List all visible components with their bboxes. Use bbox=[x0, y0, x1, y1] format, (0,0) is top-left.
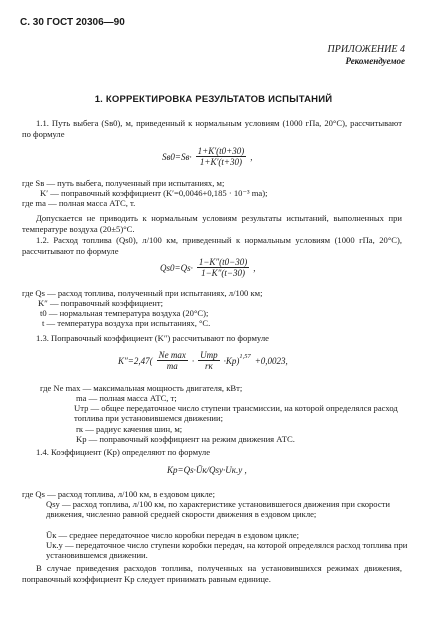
formula-1-numerator: 1+K′(t0+30) bbox=[197, 146, 245, 156]
definition-symbol: t bbox=[42, 318, 45, 328]
definition-symbol: где Qs bbox=[22, 489, 45, 499]
definition-item bbox=[74, 403, 412, 424]
definition-symbol: Qsу bbox=[46, 499, 60, 509]
formula-3-numerator-2: Uтр bbox=[200, 350, 218, 360]
definition-symbol: Uк.у bbox=[46, 540, 63, 550]
definition-text: — радиус качения шин, м; bbox=[85, 424, 183, 434]
definition-text: — передаточное число ступени коробки передач, на которой определялся расход топлива при установившемся движении. bbox=[46, 540, 408, 561]
definition-text: — поправочный коэффициент на режим движения АТС. bbox=[88, 434, 295, 444]
definition-item bbox=[38, 298, 418, 308]
definition-text: — общее передаточное число ступени трансмиссии, на которой определялся расход топлива при установившемся движении; bbox=[74, 403, 398, 424]
definition-text: — максимальная мощность двигателя, кВт; bbox=[82, 383, 243, 393]
formula-3-denominator-2: rк bbox=[204, 361, 213, 371]
running-head: С. 30 ГОСТ 20306—90 bbox=[20, 17, 125, 28]
formula-2-fraction bbox=[197, 257, 249, 278]
formula-3-numerator-1: Ne max bbox=[158, 350, 186, 360]
definition-text: — полная масса АТС, т. bbox=[48, 198, 136, 208]
formula-1-fraction bbox=[196, 146, 247, 167]
definition-item bbox=[22, 198, 412, 208]
definition-text: — температура воздуха при испытаниях, °С. bbox=[46, 318, 211, 328]
paragraph-1-4: 1.4. Коэффициент (Kр) определяют по формуле bbox=[36, 447, 211, 457]
formula-3-dot: · bbox=[191, 356, 195, 367]
definition-text: — поправочный коэффициент (K′=0,0046+0,185 · 10⁻³ mа); bbox=[50, 188, 268, 198]
definition-item bbox=[76, 434, 416, 444]
formula-3-fraction-2 bbox=[198, 350, 220, 371]
definition-item bbox=[46, 530, 412, 540]
formula-3-left: K″=2,47( bbox=[118, 356, 153, 367]
definition-item bbox=[42, 318, 422, 328]
formula-3-kp: ·Kр) bbox=[223, 356, 240, 367]
formula-2 bbox=[160, 257, 255, 278]
paragraph-1-3: 1.3. Поправочный коэффициент (K″) рассчитывают по формуле bbox=[36, 333, 269, 343]
definition-text: — путь выбега, полученный при испытаниях, м; bbox=[46, 178, 225, 188]
paragraph-note: Допускается не приводить к нормальным условиям результаты испытаний, выполненных при температуре воздуха (20±5)°С. bbox=[22, 213, 402, 234]
definition-item bbox=[46, 499, 412, 520]
definition-symbol: t0 bbox=[40, 308, 47, 318]
definition-item bbox=[40, 308, 420, 318]
definition-symbol: где Qs bbox=[22, 288, 45, 298]
formula-2-numerator: 1−K″(t0−30) bbox=[198, 257, 248, 267]
definition-item bbox=[76, 424, 416, 434]
definition-symbol: Uтр bbox=[74, 403, 89, 413]
definition-symbol: где Sв bbox=[22, 178, 45, 188]
definition-symbol: K″ bbox=[38, 298, 48, 308]
definition-text: — среднее передаточное число коробки передач в ездовом цикле; bbox=[58, 530, 299, 540]
definition-text: — поправочный коэффициент; bbox=[49, 298, 164, 308]
definition-symbol: rк bbox=[76, 424, 84, 434]
definition-symbol: mа bbox=[76, 393, 87, 403]
definition-text: — нормальная температура воздуха (20°С); bbox=[48, 308, 209, 318]
definition-item bbox=[40, 188, 420, 198]
definition-item bbox=[22, 178, 412, 188]
definition-item bbox=[46, 540, 412, 561]
formula-1 bbox=[162, 146, 253, 167]
definition-symbol: где Ne max bbox=[40, 383, 81, 393]
definition-text: — полная масса АТС, т; bbox=[88, 393, 177, 403]
formula-4: Kр=Qs·Ūк/Qsу·Uк.у , bbox=[167, 465, 247, 475]
definition-item bbox=[22, 489, 412, 499]
definition-symbol: Kр bbox=[76, 434, 87, 444]
definition-symbol: где mа bbox=[22, 198, 46, 208]
formula-3-exponent: 1,57 bbox=[239, 352, 251, 360]
formula-1-tail: , bbox=[250, 152, 253, 163]
formula-1-left: Sв0=Sв· bbox=[162, 152, 192, 163]
definition-text: — расход топлива, л/100 км, в ездовом цикле; bbox=[47, 489, 215, 499]
definition-item bbox=[22, 288, 412, 298]
formula-1-denominator: 1+K′(t+30) bbox=[199, 157, 243, 167]
formula-2-left: Qs0=Qs· bbox=[160, 263, 193, 274]
definition-item bbox=[76, 393, 416, 403]
paragraph-1-2: 1.2. Расход топлива (Qs0), л/100 км, приведенный к нормальным условиям (1000 гПа, 20°С), рассчитывают по формуле bbox=[22, 235, 402, 256]
formula-2-denominator: 1−K″(t−30) bbox=[201, 268, 245, 278]
appendix-subtitle: Рекомендуемое bbox=[345, 56, 405, 66]
formula-2-tail: , bbox=[253, 263, 256, 274]
appendix-title: ПРИЛОЖЕНИЕ 4 bbox=[327, 44, 405, 55]
definition-text: — расход топлива, полученный при испытаниях, л/100 км; bbox=[47, 288, 263, 298]
definition-item bbox=[40, 383, 420, 393]
paragraph-final: В случае приведения расходов топлива, полученных на установившихся режимах движения, поправочный коэффициент Kр следует принимать равным единице. bbox=[22, 563, 402, 584]
formula-3 bbox=[118, 350, 288, 371]
paragraph-1-1: 1.1. Путь выбега (Sв0), м, приведенный к нормальным условиям (1000 гПа, 20°С), рассчитывают по формуле bbox=[22, 118, 402, 139]
definition-symbol: Ūк bbox=[46, 530, 57, 540]
definition-text: — расход топлива, л/100 км, по характеристике установившегося движения при скорости движения, численно равной средней скорости движения в ездовом цикле; bbox=[46, 499, 390, 520]
formula-3-fraction-1 bbox=[157, 350, 188, 371]
section-title: 1. КОРРЕКТИРОВКА РЕЗУЛЬТАТОВ ИСПЫТАНИЙ bbox=[94, 94, 333, 105]
definition-symbol: K′ bbox=[40, 188, 49, 198]
formula-3-denominator-1: mа bbox=[166, 361, 178, 371]
formula-3-tail: +0,0023, bbox=[254, 356, 288, 367]
